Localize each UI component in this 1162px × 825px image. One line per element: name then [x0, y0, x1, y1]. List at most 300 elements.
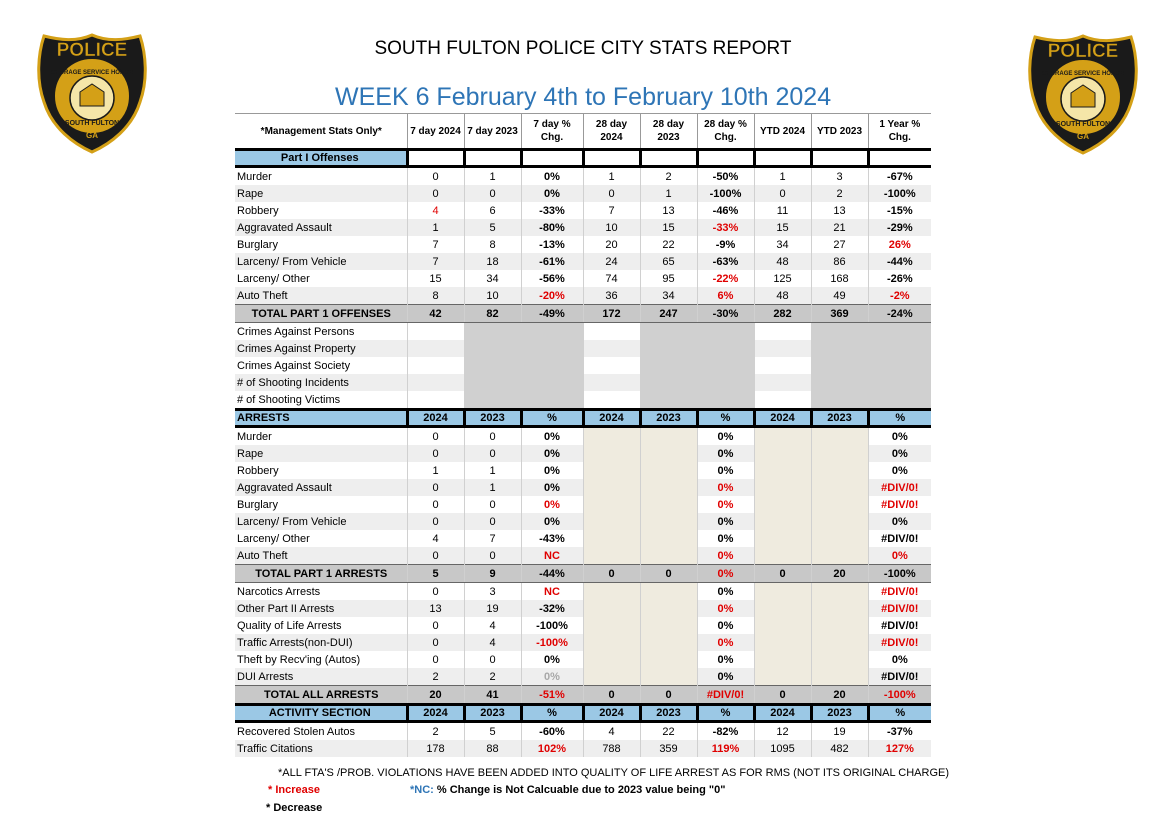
row-value: 0 [407, 185, 464, 202]
row-value: #DIV/0! [868, 634, 931, 651]
data-row [235, 427, 931, 446]
row-value [640, 530, 697, 547]
row-value: 0% [521, 513, 583, 530]
data-row [235, 219, 931, 236]
row-value [640, 634, 697, 651]
row-label: Rape [235, 445, 407, 462]
blank-cell [697, 323, 754, 341]
row-value [583, 617, 640, 634]
row-value: 0 [407, 651, 464, 668]
section-label: Part I Offenses [235, 150, 407, 167]
week-title: WEEK 6 February 4th to February 10th 2024 [235, 80, 931, 114]
total-value: 0 [754, 686, 811, 705]
row-label: Aggravated Assault [235, 479, 407, 496]
row-value: 0% [868, 547, 931, 565]
data-row [235, 634, 931, 651]
row-value: -44% [868, 253, 931, 270]
blank-cell [407, 357, 464, 374]
blank-cell [811, 323, 868, 341]
row-value: NC [521, 583, 583, 601]
svg-text:COURAGE SERVICE HONOR: COURAGE SERVICE HONOR [1041, 71, 1125, 77]
row-label: Theft by Recv'ing (Autos) [237, 653, 361, 666]
row-value: 0 [407, 634, 464, 651]
row-value: 7 [464, 530, 521, 547]
row-value [583, 547, 640, 565]
total-value: -100% [868, 565, 931, 583]
column-header: YTD 2023 [811, 114, 868, 150]
row-value: 2 [407, 722, 464, 741]
row-value: 1 [583, 167, 640, 186]
row-label: Narcotics Arrests [237, 585, 321, 598]
row-value: 0 [407, 496, 464, 513]
row-value [811, 668, 868, 686]
row-value: 19 [464, 600, 521, 617]
blank-cell [754, 340, 811, 357]
section-column-header: 2024 [754, 705, 811, 722]
row-label: Robbery [237, 464, 279, 477]
row-value: 24 [583, 253, 640, 270]
row-value: 1 [464, 167, 521, 186]
row-value: 0% [521, 479, 583, 496]
row-value [754, 479, 811, 496]
extra-row [235, 374, 931, 391]
row-value: 359 [640, 740, 697, 757]
report-title: SOUTH FULTON POLICE CITY STATS REPORT [374, 38, 792, 59]
row-value: 0% [868, 513, 931, 530]
row-value: 0 [464, 547, 521, 565]
row-value: -56% [521, 270, 583, 287]
blank-cell [754, 374, 811, 391]
header-row [235, 114, 931, 150]
row-value: -15% [868, 202, 931, 219]
row-value [754, 513, 811, 530]
row-value [640, 496, 697, 513]
row-label: Burglary [237, 238, 278, 251]
section-column-header [407, 150, 464, 167]
row-value [754, 427, 811, 446]
data-row [235, 600, 931, 617]
blank-cell [521, 323, 583, 341]
row-value [754, 462, 811, 479]
row-value [640, 651, 697, 668]
row-value: -20% [521, 287, 583, 305]
row-value [754, 600, 811, 617]
row-value: -13% [521, 236, 583, 253]
total-value: 0 [640, 565, 697, 583]
decrease-legend: * Decrease [266, 802, 323, 814]
row-value: 26% [868, 236, 931, 253]
row-value [811, 496, 868, 513]
blank-cell [521, 391, 583, 410]
row-value [583, 530, 640, 547]
row-value: 1 [407, 462, 464, 479]
column-header: 7 day 2024 [407, 114, 464, 150]
row-value [583, 462, 640, 479]
blank-cell [811, 374, 868, 391]
row-value: -100% [521, 617, 583, 634]
blank-cell [640, 391, 697, 410]
section-column-header [697, 150, 754, 167]
row-label: Robbery [237, 204, 279, 217]
row-value: 0% [521, 185, 583, 202]
row-value [640, 547, 697, 565]
data-row [235, 651, 931, 668]
total-value: -51% [521, 686, 583, 705]
row-label: Murder [237, 170, 272, 183]
data-row [235, 722, 931, 741]
row-value: 0% [697, 651, 754, 668]
row-value: 4 [407, 530, 464, 547]
section-column-header: 2024 [583, 705, 640, 722]
row-value: -43% [521, 530, 583, 547]
row-label: Larceny/ Other [237, 532, 310, 545]
row-value: -50% [697, 167, 754, 186]
row-value: 0% [868, 462, 931, 479]
total-value: 172 [583, 305, 640, 323]
section-column-header: % [868, 410, 931, 427]
blank-cell [697, 340, 754, 357]
row-value: 0 [407, 445, 464, 462]
blank-cell [697, 391, 754, 410]
total-value: -100% [868, 686, 931, 705]
data-row [235, 547, 931, 565]
row-value: 0% [697, 513, 754, 530]
row-value: 1 [754, 167, 811, 186]
row-value: 19 [811, 722, 868, 741]
extra-row [235, 357, 931, 374]
total-value: -30% [697, 305, 754, 323]
row-value: 3 [464, 583, 521, 601]
total-value: 82 [464, 305, 521, 323]
row-value: 0% [697, 600, 754, 617]
blank-cell [640, 374, 697, 391]
row-value [811, 600, 868, 617]
row-value: 3 [811, 167, 868, 186]
blank-cell [464, 391, 521, 410]
row-value: 0% [521, 496, 583, 513]
row-value: 1 [640, 185, 697, 202]
row-value: 1 [464, 462, 521, 479]
blank-cell [583, 391, 640, 410]
row-value: 10 [583, 219, 640, 236]
row-label: Larceny/ Other [237, 272, 310, 285]
section-column-header: % [697, 410, 754, 427]
row-value: 0 [407, 427, 464, 446]
row-label: Crimes Against Persons [237, 325, 355, 338]
blank-cell [583, 374, 640, 391]
row-value: 4 [583, 722, 640, 741]
row-value: 0 [407, 547, 464, 565]
row-value: 8 [464, 236, 521, 253]
total-label: TOTAL ALL ARRESTS [235, 686, 407, 705]
section-column-header [811, 150, 868, 167]
row-value: -100% [697, 185, 754, 202]
nc-text: % Change is Not Calcuable due to 2023 value being "0" [433, 784, 726, 796]
blank-cell [697, 357, 754, 374]
row-value: 0 [464, 185, 521, 202]
row-value: 0 [407, 167, 464, 186]
row-label: Traffic Citations [235, 740, 407, 757]
row-value [754, 496, 811, 513]
row-label: # of Shooting Incidents [235, 374, 407, 391]
total-value: 0 [640, 686, 697, 705]
row-value [640, 668, 697, 686]
row-value: 2 [640, 167, 697, 186]
section-column-header: 2023 [464, 705, 521, 722]
row-value: 2 [407, 668, 464, 686]
total-value: 369 [811, 305, 868, 323]
blank-cell [868, 374, 931, 391]
blank-cell [640, 357, 697, 374]
blank-cell [464, 374, 521, 391]
section-column-header: 2024 [583, 410, 640, 427]
row-value: 6% [697, 287, 754, 305]
row-value: -100% [521, 634, 583, 651]
blank-cell [811, 357, 868, 374]
column-header: YTD 2024 [754, 114, 811, 150]
row-value: 0% [521, 445, 583, 462]
row-value: 15 [640, 219, 697, 236]
row-value [583, 583, 640, 601]
row-value [811, 445, 868, 462]
row-value: -67% [868, 167, 931, 186]
row-value [583, 479, 640, 496]
row-value: -82% [697, 722, 754, 741]
column-header: 28 day % Chg. [697, 114, 754, 150]
part1-total-row [235, 305, 931, 323]
row-value: 74 [583, 270, 640, 287]
row-value: 119% [697, 740, 754, 757]
row-value: 4 [464, 617, 521, 634]
increase-legend: * Increase [268, 784, 320, 796]
row-value: 65 [640, 253, 697, 270]
column-header: 28 day 2023 [640, 114, 697, 150]
data-row [235, 496, 931, 513]
row-value: 11 [754, 202, 811, 219]
row-value: -60% [521, 722, 583, 741]
blank-cell [868, 340, 931, 357]
row-value [640, 513, 697, 530]
blank-cell [868, 357, 931, 374]
blank-cell [868, 391, 931, 410]
data-row [235, 445, 931, 462]
data-row [235, 202, 931, 219]
row-value: 12 [754, 722, 811, 741]
row-value: 0% [868, 427, 931, 446]
arrests-section-row [235, 410, 931, 427]
section-column-header: 2023 [464, 410, 521, 427]
row-value [754, 617, 811, 634]
row-label: Burglary [237, 498, 278, 511]
data-row [235, 740, 931, 757]
row-value [754, 583, 811, 601]
row-value: #DIV/0! [868, 530, 931, 547]
row-label: Crimes Against Property [235, 340, 407, 357]
section-column-header [640, 150, 697, 167]
row-value: 0% [521, 167, 583, 186]
data-row [235, 479, 931, 496]
row-value [754, 668, 811, 686]
data-row [235, 167, 931, 186]
svg-text:COURAGE SERVICE HONOR: COURAGE SERVICE HONOR [50, 70, 134, 76]
section-column-header [868, 150, 931, 167]
data-row [235, 668, 931, 686]
row-value: 0 [464, 651, 521, 668]
blank-cell [811, 391, 868, 410]
row-value: 1095 [754, 740, 811, 757]
row-value: 0% [697, 617, 754, 634]
section-column-header: 2024 [407, 705, 464, 722]
row-value: 86 [811, 253, 868, 270]
row-value: 0 [407, 513, 464, 530]
row-value: 48 [754, 287, 811, 305]
row-value [811, 547, 868, 565]
row-value: 15 [754, 219, 811, 236]
section-column-header: 2023 [640, 705, 697, 722]
total-value: -24% [868, 305, 931, 323]
data-row [235, 236, 931, 253]
row-value: 168 [811, 270, 868, 287]
row-value: 0% [697, 445, 754, 462]
week-title-row [235, 80, 931, 114]
row-value: 2 [811, 185, 868, 202]
row-value: 0% [697, 583, 754, 601]
blank-cell [521, 374, 583, 391]
svg-text:SOUTH FULTON: SOUTH FULTON [1055, 121, 1111, 128]
row-label: Other Part II Arrests [235, 600, 407, 617]
row-label: Murder [237, 430, 272, 443]
column-header: 7 day % Chg. [521, 114, 583, 150]
section-label: ACTIVITY SECTION [235, 705, 407, 722]
row-value [754, 445, 811, 462]
svg-text:GA: GA [1077, 132, 1089, 141]
extra-row [235, 340, 931, 357]
row-value: 7 [407, 253, 464, 270]
row-value: #DIV/0! [868, 600, 931, 617]
row-value: -29% [868, 219, 931, 236]
row-value [583, 668, 640, 686]
row-value: 22 [640, 722, 697, 741]
row-value: 0% [697, 547, 754, 565]
extra-row [235, 391, 931, 410]
row-value: 178 [407, 740, 464, 757]
row-value: 49 [811, 287, 868, 305]
total-value: 41 [464, 686, 521, 705]
row-value: -37% [868, 722, 931, 741]
section-column-header: % [521, 705, 583, 722]
row-label: Auto Theft [235, 547, 407, 565]
row-value: 5 [464, 722, 521, 741]
row-value: 0% [697, 462, 754, 479]
column-header: *Management Stats Only* [260, 125, 382, 137]
blank-cell [640, 340, 697, 357]
blank-cell [640, 323, 697, 341]
row-value: 0% [697, 634, 754, 651]
row-value: 102% [521, 740, 583, 757]
total-value: 5 [407, 565, 464, 583]
data-row [235, 185, 931, 202]
row-value: 13 [811, 202, 868, 219]
total-value: 20 [811, 565, 868, 583]
total-value: -49% [521, 305, 583, 323]
row-value [811, 583, 868, 601]
data-row [235, 287, 931, 305]
section-column-header: 2024 [407, 410, 464, 427]
row-value [640, 617, 697, 634]
blank-cell [521, 340, 583, 357]
blank-cell [464, 323, 521, 341]
row-value: 0% [868, 651, 931, 668]
total-value: #DIV/0! [697, 686, 754, 705]
row-value: -46% [697, 202, 754, 219]
total-value: 9 [464, 565, 521, 583]
row-value: 10 [464, 287, 521, 305]
row-label: # of Shooting Victims [237, 393, 341, 406]
row-value [640, 583, 697, 601]
row-label: DUI Arrests [235, 668, 407, 686]
blank-cell [407, 391, 464, 410]
row-label: Aggravated Assault [235, 219, 407, 236]
total-value: -44% [521, 565, 583, 583]
row-value [811, 634, 868, 651]
row-value: 0% [697, 496, 754, 513]
row-value: 95 [640, 270, 697, 287]
row-value: -32% [521, 600, 583, 617]
row-value: 2 [464, 668, 521, 686]
blank-cell [464, 357, 521, 374]
row-label: Larceny/ From Vehicle [235, 253, 407, 270]
row-value: -33% [697, 219, 754, 236]
row-value: 7 [583, 202, 640, 219]
row-value: 6 [464, 202, 521, 219]
row-value [754, 530, 811, 547]
row-value: 125 [754, 270, 811, 287]
row-value: 0% [521, 668, 583, 686]
total-value: 42 [407, 305, 464, 323]
row-value: 48 [754, 253, 811, 270]
data-row [235, 513, 931, 530]
row-value: NC [521, 547, 583, 565]
section-column-header: 2024 [754, 410, 811, 427]
row-value: 0% [697, 530, 754, 547]
row-value: 22 [640, 236, 697, 253]
row-value [583, 445, 640, 462]
row-value: 7 [407, 236, 464, 253]
column-header: 7 day 2023 [464, 114, 521, 150]
column-header: 28 day 2024 [583, 114, 640, 150]
blank-cell [583, 340, 640, 357]
row-value: -63% [697, 253, 754, 270]
row-value: 0 [407, 583, 464, 601]
blank-cell [868, 323, 931, 341]
total-value: 0 [754, 565, 811, 583]
blank-cell [583, 323, 640, 341]
row-value [811, 530, 868, 547]
row-value: 8 [407, 287, 464, 305]
row-value [811, 479, 868, 496]
total-value: 282 [754, 305, 811, 323]
row-value: 13 [640, 202, 697, 219]
row-value [640, 427, 697, 446]
row-value: 127% [868, 740, 931, 757]
total-label: TOTAL PART 1 ARRESTS [235, 565, 407, 583]
row-value [583, 427, 640, 446]
section-label: ARRESTS [235, 410, 407, 427]
blank-cell [754, 357, 811, 374]
blank-cell [583, 357, 640, 374]
row-value: #DIV/0! [868, 617, 931, 634]
section-column-header [583, 150, 640, 167]
